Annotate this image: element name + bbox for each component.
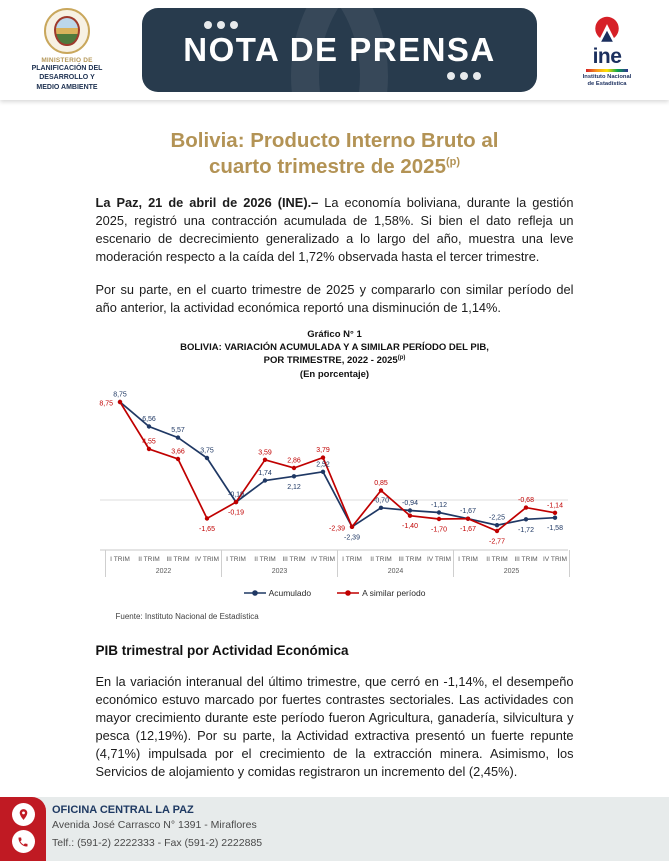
title-superscript: (p) (445, 155, 461, 168)
svg-text:-0,68: -0,68 (517, 497, 534, 505)
page-title (96, 128, 574, 179)
banner-title: NOTA DE PRENSA (183, 31, 496, 68)
svg-text:-1,67: -1,67 (459, 526, 476, 534)
phone-icon (12, 830, 35, 853)
chart-title-main: BOLIVIA: VARIACIÓN ACUMULADA Y A SIMILAR PERÍODO DEL PIB, (180, 341, 489, 353)
chart-legend (96, 588, 574, 598)
svg-text:I TRIM: I TRIM (341, 556, 362, 564)
office-title: OFICINA CENTRAL LA PAZ (52, 804, 194, 816)
svg-text:-0,94: -0,94 (401, 500, 418, 508)
svg-text:1,74: 1,74 (257, 470, 272, 478)
svg-text:-2,39: -2,39 (328, 525, 345, 533)
legend-line-marker-icon (337, 589, 359, 597)
svg-text:III TRIM: III TRIM (513, 556, 538, 564)
chart-title (96, 328, 574, 381)
ministry-name-line: MEDIO AMBIENTE (36, 83, 98, 91)
paragraph-3: En la variación interanual del último trimestre, que cerró en -1,14%, el desempeño económico estuvo marcado por fuertes contrastes sectoriales. Las actividades con mayor crecimiento durante este período fueron Agricultura, ganadería, silvicultura y pesca (12,19%). Por su parte, la Actividad extractiva presentó un fuerte repunte (4,71%) impulsada por el crecimiento de la extracción minera. Asimismo, los Servicios de alojamiento y comidas registraron un incremento del (2,45%). (95, 674, 574, 779)
svg-text:II TRIM: II TRIM (369, 556, 392, 564)
svg-text:8,75: 8,75 (112, 391, 127, 399)
svg-text:0,85: 0,85 (373, 480, 388, 488)
ministry-name-line: DESARROLLO Y (39, 74, 95, 82)
svg-text:IV TRIM: IV TRIM (194, 556, 219, 564)
svg-text:II TRIM: II TRIM (137, 556, 160, 564)
svg-text:III TRIM: III TRIM (165, 556, 190, 564)
legend-item-similar-periodo (337, 588, 425, 598)
document-body (96, 128, 574, 780)
svg-text:III TRIM: III TRIM (397, 556, 422, 564)
location-pin-icon (12, 803, 35, 826)
legend-label: A similar período (362, 588, 426, 599)
ine-logo (551, 12, 663, 88)
svg-text:-1,14: -1,14 (546, 502, 563, 510)
svg-text:-1,65: -1,65 (198, 526, 215, 534)
legend-label: Acumulado (268, 588, 312, 599)
svg-text:2023: 2023 (271, 568, 287, 576)
svg-text:4,55: 4,55 (141, 438, 156, 446)
svg-text:I TRIM: I TRIM (109, 556, 130, 564)
paragraph-2: Por su parte, en el cuarto trimestre de 2025 y compararlo con similar período del año anterior, la actividad económica reportó una disminución de 1,14%. (95, 281, 574, 315)
dots-decoration (447, 72, 481, 80)
svg-text:-1,12: -1,12 (430, 502, 447, 510)
svg-text:8,75: 8,75 (98, 400, 113, 408)
nota-de-prensa-banner (142, 8, 537, 92)
ine-wordmark: ine (592, 44, 622, 68)
legend-line-marker-icon (244, 589, 266, 597)
footer-contact (52, 804, 262, 849)
office-address: Avenida José Carrasco N° 1391 - Miraflores (52, 819, 257, 831)
svg-text:-2,39: -2,39 (343, 534, 360, 542)
svg-text:-0,19: -0,19 (227, 509, 244, 517)
svg-text:-1,40: -1,40 (401, 523, 418, 531)
svg-text:IV TRIM: IV TRIM (310, 556, 335, 564)
chart-title-period: POR TRIMESTRE, 2022 - 2025$^{(p)}$ (263, 355, 406, 367)
svg-text:III TRIM: III TRIM (281, 556, 306, 564)
svg-text:6,56: 6,56 (141, 416, 156, 424)
svg-text:3,75: 3,75 (199, 447, 214, 455)
svg-text:II TRIM: II TRIM (485, 556, 508, 564)
svg-text:IV TRIM: IV TRIM (426, 556, 451, 564)
coat-of-arms-shield (54, 16, 80, 46)
svg-text:2022: 2022 (155, 568, 171, 576)
svg-text:I TRIM: I TRIM (225, 556, 246, 564)
svg-text:I TRIM: I TRIM (457, 556, 478, 564)
paragraph-1-text: La economía boliviana, durante la gestión 2025, registró una contracción acumulada de 1,58%. Si bien el dato refleja un escenario de decrecimiento generalizado a lo largo del año, muestra una leve moderación respecto a la caída del 1,72% observada hasta el tercer trimestre. (95, 195, 574, 264)
ministry-label: MINISTERIO DE (41, 56, 93, 64)
ministry-logo (6, 8, 128, 92)
svg-text:2024: 2024 (387, 568, 403, 576)
header (0, 0, 669, 100)
chart-title-units: (En porcentaje) (299, 368, 370, 380)
svg-text:-1,67: -1,67 (459, 508, 476, 516)
svg-text:3,66: 3,66 (170, 448, 185, 456)
svg-text:-2,25: -2,25 (488, 514, 505, 522)
svg-text:5,57: 5,57 (170, 427, 185, 435)
chart-title-number: Gráfico N° 1 (307, 328, 362, 340)
svg-text:2025: 2025 (503, 568, 519, 576)
footer (0, 797, 669, 861)
svg-text:3,79: 3,79 (315, 447, 330, 455)
svg-text:II TRIM: II TRIM (253, 556, 276, 564)
svg-text:IV TRIM: IV TRIM (542, 556, 567, 564)
title-line-1: Bolivia: Producto Interno Bruto al (170, 129, 499, 152)
dots-decoration (204, 21, 238, 29)
chart-block (96, 328, 574, 621)
svg-text:-0,70: -0,70 (372, 497, 389, 505)
footer-red-tab (0, 797, 46, 861)
dateline: La Paz, 21 de abril de 2026 (INE).– (95, 195, 319, 211)
section-heading: PIB trimestral por Actividad Económica (95, 643, 349, 659)
ministry-name-line: PLANIFICACIÓN DEL (31, 64, 103, 72)
svg-text:-1,70: -1,70 (430, 526, 447, 534)
title-line-2: cuarto trimestre de 2025 (208, 154, 446, 178)
svg-text:3,59: 3,59 (257, 449, 272, 457)
paragraph-1 (96, 194, 574, 266)
ine-rainbow-bar (586, 69, 628, 72)
legend-item-acumulado (244, 588, 312, 598)
ine-mountain-icon (585, 12, 629, 48)
svg-text:-0,19: -0,19 (227, 491, 244, 499)
office-phone: Telf.: (591-2) 2222333 - Fax (591-2) 2222885 (52, 837, 263, 849)
line-chart (96, 385, 574, 586)
chart-source: Fuente: Instituto Nacional de Estadística (115, 612, 259, 622)
svg-text:2,12: 2,12 (286, 483, 301, 491)
ine-subtitle: de Estadística (587, 80, 627, 87)
svg-text:2,52: 2,52 (315, 461, 330, 469)
svg-text:2,86: 2,86 (286, 457, 301, 465)
svg-text:-1,72: -1,72 (517, 526, 534, 534)
bolivia-coat-of-arms-icon (44, 8, 90, 54)
svg-text:-2,77: -2,77 (488, 538, 505, 546)
svg-text:-1,58: -1,58 (546, 525, 563, 533)
ine-subtitle: Instituto Nacional (582, 73, 632, 80)
